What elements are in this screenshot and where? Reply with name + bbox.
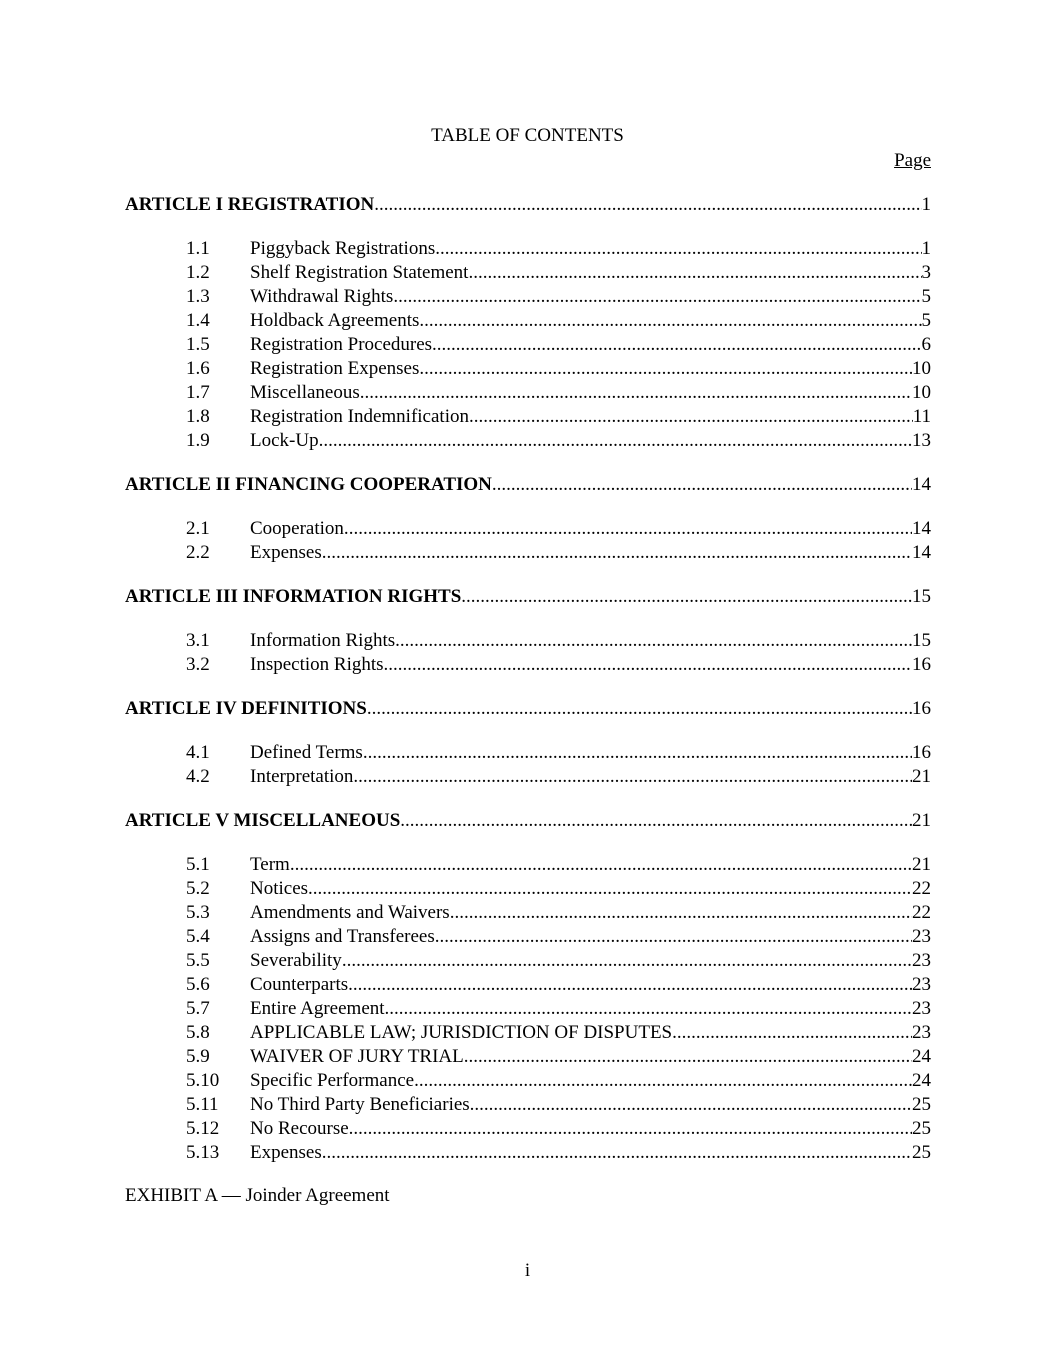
section-title: Holdback Agreements: [250, 310, 420, 331]
exhibit-entry[interactable]: EXHIBIT A — Joinder Agreement: [125, 1185, 390, 1206]
section-number: 5.8: [186, 1022, 210, 1043]
section-page: 14: [912, 542, 931, 563]
section-page: 21: [912, 854, 931, 875]
section-number: 5.12: [186, 1118, 220, 1139]
section-title: Defined Terms: [250, 742, 363, 763]
toc-section[interactable]: [125, 309, 931, 333]
section-title: WAIVER OF JURY TRIAL: [250, 1046, 464, 1067]
section-page: 25: [912, 1094, 931, 1115]
toc-article[interactable]: [125, 585, 931, 609]
dot-leader: [322, 541, 912, 565]
section-page: 5: [921, 286, 931, 307]
dot-leader: [367, 697, 912, 721]
dot-leader: [308, 877, 912, 901]
section-number: 1.5: [186, 334, 210, 355]
dot-leader: [419, 309, 921, 333]
toc-section[interactable]: [125, 285, 931, 309]
section-title: Lock-Up: [250, 430, 319, 451]
section-number: 4.1: [186, 742, 210, 763]
section-page: 1: [921, 238, 931, 259]
toc-section[interactable]: [125, 237, 931, 261]
dot-leader: [348, 973, 912, 997]
section-number: 5.5: [186, 950, 210, 971]
article-sections: [125, 629, 931, 677]
dot-leader: [374, 193, 921, 217]
toc-section[interactable]: [125, 333, 931, 357]
section-title: Information Rights: [250, 630, 396, 651]
section-title: Piggyback Registrations: [250, 238, 436, 259]
dot-leader: [363, 741, 912, 765]
section-page: 22: [912, 878, 931, 899]
toc-title: TABLE OF CONTENTS: [431, 125, 624, 146]
toc-section[interactable]: [125, 765, 931, 789]
dot-leader: [349, 517, 912, 541]
toc-section[interactable]: [125, 925, 931, 949]
toc-section[interactable]: [125, 853, 931, 877]
article-page: 1: [921, 194, 931, 215]
dot-leader: [395, 629, 912, 653]
section-title: Notices: [250, 878, 309, 899]
toc-section[interactable]: [125, 517, 931, 541]
section-page: 25: [912, 1142, 931, 1163]
toc-section[interactable]: [125, 541, 931, 565]
dot-leader: [384, 653, 912, 677]
dot-leader: [464, 1045, 912, 1069]
toc-section[interactable]: [125, 261, 931, 285]
dot-leader: [393, 285, 921, 309]
dot-leader: [461, 585, 912, 609]
toc-section[interactable]: [125, 653, 931, 677]
section-page: 21: [912, 766, 931, 787]
article-page: 15: [912, 586, 931, 607]
toc-section[interactable]: [125, 629, 931, 653]
dot-leader: [450, 901, 912, 925]
page-column-heading: Page: [894, 150, 931, 171]
section-page: 6: [921, 334, 931, 355]
toc-section[interactable]: [125, 1093, 931, 1117]
section-title: Inspection Rights: [250, 654, 384, 675]
section-number: 1.4: [186, 310, 210, 331]
dot-leader: [492, 473, 912, 497]
section-page: 23: [912, 974, 931, 995]
section-page: 23: [912, 926, 931, 947]
section-page: 14: [912, 518, 931, 539]
toc-section[interactable]: [125, 1069, 931, 1093]
section-title: Term: [250, 854, 290, 875]
section-number: 1.3: [186, 286, 210, 307]
section-page: 3: [921, 262, 931, 283]
toc-section[interactable]: [125, 357, 931, 381]
section-number: 3.1: [186, 630, 210, 651]
section-title: No Third Party Beneficiaries: [250, 1094, 470, 1115]
section-number: 1.2: [186, 262, 210, 283]
section-title: Counterparts: [250, 974, 349, 995]
section-number: 5.13: [186, 1142, 220, 1163]
article-page: 16: [912, 698, 931, 719]
dot-leader: [432, 333, 921, 357]
article-sections: [125, 741, 931, 789]
toc-section[interactable]: [125, 381, 931, 405]
section-title: Registration Expenses: [250, 358, 420, 379]
section-page: 23: [912, 998, 931, 1019]
toc-section[interactable]: [125, 1045, 931, 1069]
article-sections: [125, 853, 931, 1165]
toc-section[interactable]: [125, 1117, 931, 1141]
toc-section[interactable]: [125, 429, 931, 453]
section-title: Expenses: [250, 542, 322, 563]
section-number: 5.11: [186, 1094, 219, 1115]
section-page: 5: [921, 310, 931, 331]
section-title: Expenses: [250, 1142, 322, 1163]
toc-article[interactable]: [125, 193, 931, 217]
section-number: 5.6: [186, 974, 210, 995]
dot-leader: [349, 1117, 912, 1141]
article-title: ARTICLE III INFORMATION RIGHTS: [125, 586, 462, 607]
dot-leader: [435, 237, 921, 261]
section-number: 5.4: [186, 926, 210, 947]
section-title: No Recourse: [250, 1118, 349, 1139]
section-page: 10: [912, 382, 931, 403]
dot-leader: [360, 381, 912, 405]
section-title: Specific Performance: [250, 1070, 415, 1091]
section-page: 11: [912, 406, 931, 427]
section-title: Severability: [250, 950, 342, 971]
section-page: 22: [912, 902, 931, 923]
section-page: 24: [912, 1046, 931, 1067]
section-page: 15: [912, 630, 931, 651]
section-number: 2.1: [186, 518, 210, 539]
section-title: Withdrawal Rights: [250, 286, 394, 307]
section-number: 4.2: [186, 766, 210, 787]
toc-section[interactable]: [125, 1021, 931, 1045]
section-page: 23: [912, 950, 931, 971]
section-title: Registration Procedures: [250, 334, 433, 355]
toc-list: [125, 193, 931, 1185]
section-title: Miscellaneous: [250, 382, 360, 403]
toc-article[interactable]: [125, 473, 931, 497]
dot-leader: [414, 1069, 912, 1093]
article-page: 14: [912, 474, 931, 495]
section-title: Assigns and Transferees: [250, 926, 435, 947]
article-title: ARTICLE II FINANCING COOPERATION: [125, 474, 492, 495]
dot-leader: [290, 853, 912, 877]
section-number: 5.2: [186, 878, 210, 899]
section-number: 2.2: [186, 542, 210, 563]
toc-section[interactable]: [125, 1141, 931, 1165]
section-number: 5.10: [186, 1070, 220, 1091]
section-page: 16: [912, 654, 931, 675]
section-number: 1.9: [186, 430, 210, 451]
dot-leader: [322, 1141, 912, 1165]
section-number: 3.2: [186, 654, 210, 675]
toc-section[interactable]: [125, 949, 931, 973]
footer-page-number: i: [524, 1260, 531, 1281]
dot-leader: [419, 357, 912, 381]
section-page: 23: [912, 1022, 931, 1043]
section-number: 1.1: [186, 238, 210, 259]
section-page: 24: [912, 1070, 931, 1091]
article-title: ARTICLE IV DEFINITIONS: [125, 698, 367, 719]
dot-leader: [385, 997, 912, 1021]
section-title: Amendments and Waivers: [250, 902, 450, 923]
dot-leader: [435, 925, 912, 949]
section-number: 5.3: [186, 902, 210, 923]
toc-section[interactable]: [125, 405, 931, 429]
dot-leader: [468, 261, 921, 285]
dot-leader: [319, 429, 912, 453]
section-title: Cooperation.: [250, 518, 349, 539]
dot-leader: [342, 949, 912, 973]
toc-section[interactable]: [125, 901, 931, 925]
toc-section[interactable]: [125, 997, 931, 1021]
section-page: 13: [912, 430, 931, 451]
section-page: 16: [912, 742, 931, 763]
toc-article[interactable]: [125, 809, 931, 833]
section-title: Interpretation: [250, 766, 354, 787]
dot-leader: [470, 1093, 912, 1117]
article-sections: [125, 517, 931, 565]
dot-leader: [469, 405, 913, 429]
toc-article[interactable]: [125, 697, 931, 721]
section-number: 1.6: [186, 358, 210, 379]
section-title: Registration Indemnification: [250, 406, 469, 427]
dot-leader: [353, 765, 912, 789]
section-number: 1.8: [186, 406, 210, 427]
section-page: 10: [912, 358, 931, 379]
section-title: Shelf Registration Statement: [250, 262, 469, 283]
toc-section[interactable]: [125, 877, 931, 901]
article-sections: [125, 237, 931, 453]
article-title: ARTICLE V MISCELLANEOUS: [125, 810, 401, 831]
article-page: 21: [912, 810, 931, 831]
toc-section[interactable]: [125, 741, 931, 765]
section-number: 5.7: [186, 998, 210, 1019]
section-title: Entire Agreement: [250, 998, 385, 1019]
section-number: 5.1: [186, 854, 210, 875]
section-number: 5.9: [186, 1046, 210, 1067]
toc-section[interactable]: [125, 973, 931, 997]
section-page: 25: [912, 1118, 931, 1139]
article-title: ARTICLE I REGISTRATION: [125, 194, 375, 215]
section-title: APPLICABLE LAW; JURISDICTION OF DISPUTES: [250, 1022, 673, 1043]
section-number: 1.7: [186, 382, 210, 403]
dot-leader: [672, 1021, 912, 1045]
dot-leader: [400, 809, 912, 833]
